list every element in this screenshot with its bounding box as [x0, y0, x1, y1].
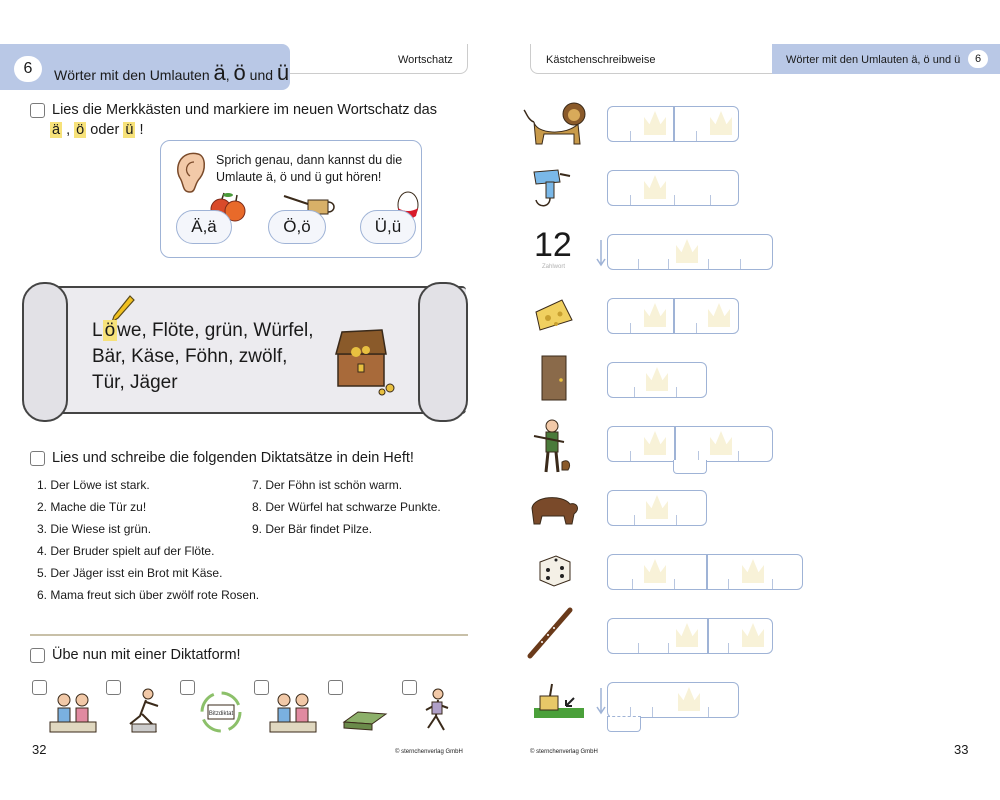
diktat-checkbox-1[interactable] — [32, 680, 47, 695]
oval-o: Ö,ö — [268, 210, 326, 244]
chapter-title-a: ä — [213, 60, 226, 85]
writing-box-baer[interactable] — [607, 490, 707, 526]
task1-letters — [50, 122, 143, 138]
chapter-number: 6 — [14, 56, 42, 82]
diktat-checkbox-5[interactable] — [328, 680, 343, 695]
hint-line2: Umlaute ä, ö und ü gut hören! — [216, 170, 382, 184]
diktat-checkbox-2[interactable] — [106, 680, 121, 695]
vocab-line-2: Bär, Käse, Föhn, zwölf, — [92, 346, 288, 367]
writing-box-floete[interactable] — [607, 618, 773, 654]
chapter-title-right: Wörter mit den Umlauten ä, ö und ü — [786, 54, 961, 66]
task1-oder: oder — [90, 122, 120, 138]
task1-end: ! — [139, 122, 144, 138]
section-label-left: Wortschatz — [398, 54, 453, 66]
vocab-first-L: L — [92, 320, 103, 341]
partner-dictation-icon-2 — [268, 690, 318, 736]
sentence-2: 2. Mache die Tür zu! — [37, 500, 147, 514]
diktat-checkbox-4[interactable] — [254, 680, 269, 695]
task3-text: Übe nun mit einer Diktatform! — [52, 647, 241, 663]
vocab-first-o-highlight: ö — [104, 320, 116, 341]
diktat-checkbox-3[interactable] — [180, 680, 195, 695]
task1-comma: , — [66, 122, 71, 138]
hint-line1: Sprich genau, dann kannst du die — [216, 153, 403, 167]
writing-box-kaese[interactable] — [607, 298, 739, 334]
writing-box-zwoelf[interactable] — [607, 234, 773, 270]
sentences-column-1 — [37, 478, 259, 610]
vocab-line1-rest: we, Flöte, grün, Würfel, — [117, 320, 314, 341]
writing-box-jaeger[interactable] — [607, 426, 773, 462]
dice-icon — [536, 552, 574, 590]
scroll-right-roll — [418, 282, 468, 422]
broom-floor-icon — [530, 682, 586, 722]
task1-o: ö — [76, 122, 85, 138]
section-divider — [30, 634, 468, 636]
copyright-left: © sternchenverlag GmbH — [395, 749, 463, 755]
flash-dictation-cycle-icon — [196, 688, 246, 736]
sentence-1: 1. Der Löwe ist stark. — [37, 478, 150, 492]
diktat-sign-text: Bitzdiktat — [208, 711, 234, 717]
chapter-title-comma: , — [225, 67, 230, 83]
vocab-line-3: Tür, Jäger — [92, 372, 178, 393]
writing-box-jaeger-descender — [673, 460, 707, 474]
sentence-4: 4. Der Bruder spielt auf der Flöte. — [37, 544, 215, 558]
chapter-title-o: ö — [233, 60, 246, 85]
page-number-right: 33 — [954, 742, 969, 757]
sentence-5: 5. Der Jäger isst ein Brot mit Käse. — [37, 566, 223, 580]
number-twelve: 12 — [534, 226, 572, 264]
arrow-down-icon-2 — [596, 686, 606, 716]
task1-a: ä — [52, 122, 61, 138]
writing-box-tuer[interactable] — [607, 362, 707, 398]
partner-dictation-icon — [48, 690, 98, 736]
copyright-right: © sternchenverlag GmbH — [530, 749, 598, 755]
bear-icon — [526, 490, 582, 528]
oval-u: Ü,ü — [360, 210, 416, 244]
writing-box-foehn[interactable] — [607, 170, 739, 206]
hair-dryer-icon — [530, 164, 574, 212]
sentence-7: 7. Der Föhn ist schön warm. — [252, 478, 403, 492]
scroll-left-roll — [22, 282, 68, 422]
writing-box-gruen[interactable] — [607, 682, 739, 718]
oval-a: Ä,ä — [176, 210, 232, 244]
sentence-9: 9. Der Bär findet Pilze. — [252, 522, 373, 536]
diktat-checkbox-6[interactable] — [402, 680, 417, 695]
task2-text: Lies und schreibe die folgenden Diktatsätze in dein Heft! — [52, 450, 414, 466]
task1-checkbox[interactable] — [30, 103, 45, 118]
door-icon — [536, 354, 572, 402]
writing-box-loewe[interactable] — [607, 106, 739, 142]
chapter-title-und: und — [249, 67, 274, 83]
page-number-left: 32 — [32, 742, 47, 757]
chapter-title — [54, 60, 289, 86]
walking-dictation-icon — [418, 688, 458, 736]
lion-icon — [522, 100, 588, 148]
vocabulary-list — [92, 318, 314, 396]
running-dictation-icon — [124, 688, 166, 736]
task1-text: Lies die Merkkästen und markiere im neuen Wortschatz das — [52, 102, 437, 118]
sentence-3: 3. Die Wiese ist grün. — [37, 522, 152, 536]
chapter-number-right: 6 — [968, 50, 988, 68]
flute-icon — [524, 606, 576, 662]
vocab-line-1 — [92, 318, 314, 344]
section-label-right: Kästchenschreibweise — [546, 54, 656, 66]
sentence-8: 8. Der Würfel hat schwarze Punkte. — [252, 500, 441, 514]
writing-box-gruen-descender — [607, 716, 641, 732]
ear-icon — [170, 148, 208, 196]
chapter-title-prefix: Wörter mit den Umlauten — [54, 67, 210, 83]
writing-box-wuerfel[interactable] — [607, 554, 803, 590]
hunter-icon — [530, 418, 574, 474]
task3-checkbox[interactable] — [30, 648, 45, 663]
arrow-down-icon — [596, 238, 606, 268]
cheese-icon — [532, 296, 576, 336]
task1-u: ü — [125, 122, 134, 138]
hint-text — [216, 152, 402, 186]
book-stack-icon — [340, 700, 390, 734]
sentences-column-2 — [252, 478, 441, 544]
number-caption: Zahlwort — [542, 264, 566, 270]
treasure-chest-icon — [328, 322, 400, 398]
chapter-title-u: ü — [276, 60, 290, 85]
task2-checkbox[interactable] — [30, 451, 45, 466]
sentence-6: 6. Mama freut sich über zwölf rote Rosen. — [37, 588, 260, 602]
